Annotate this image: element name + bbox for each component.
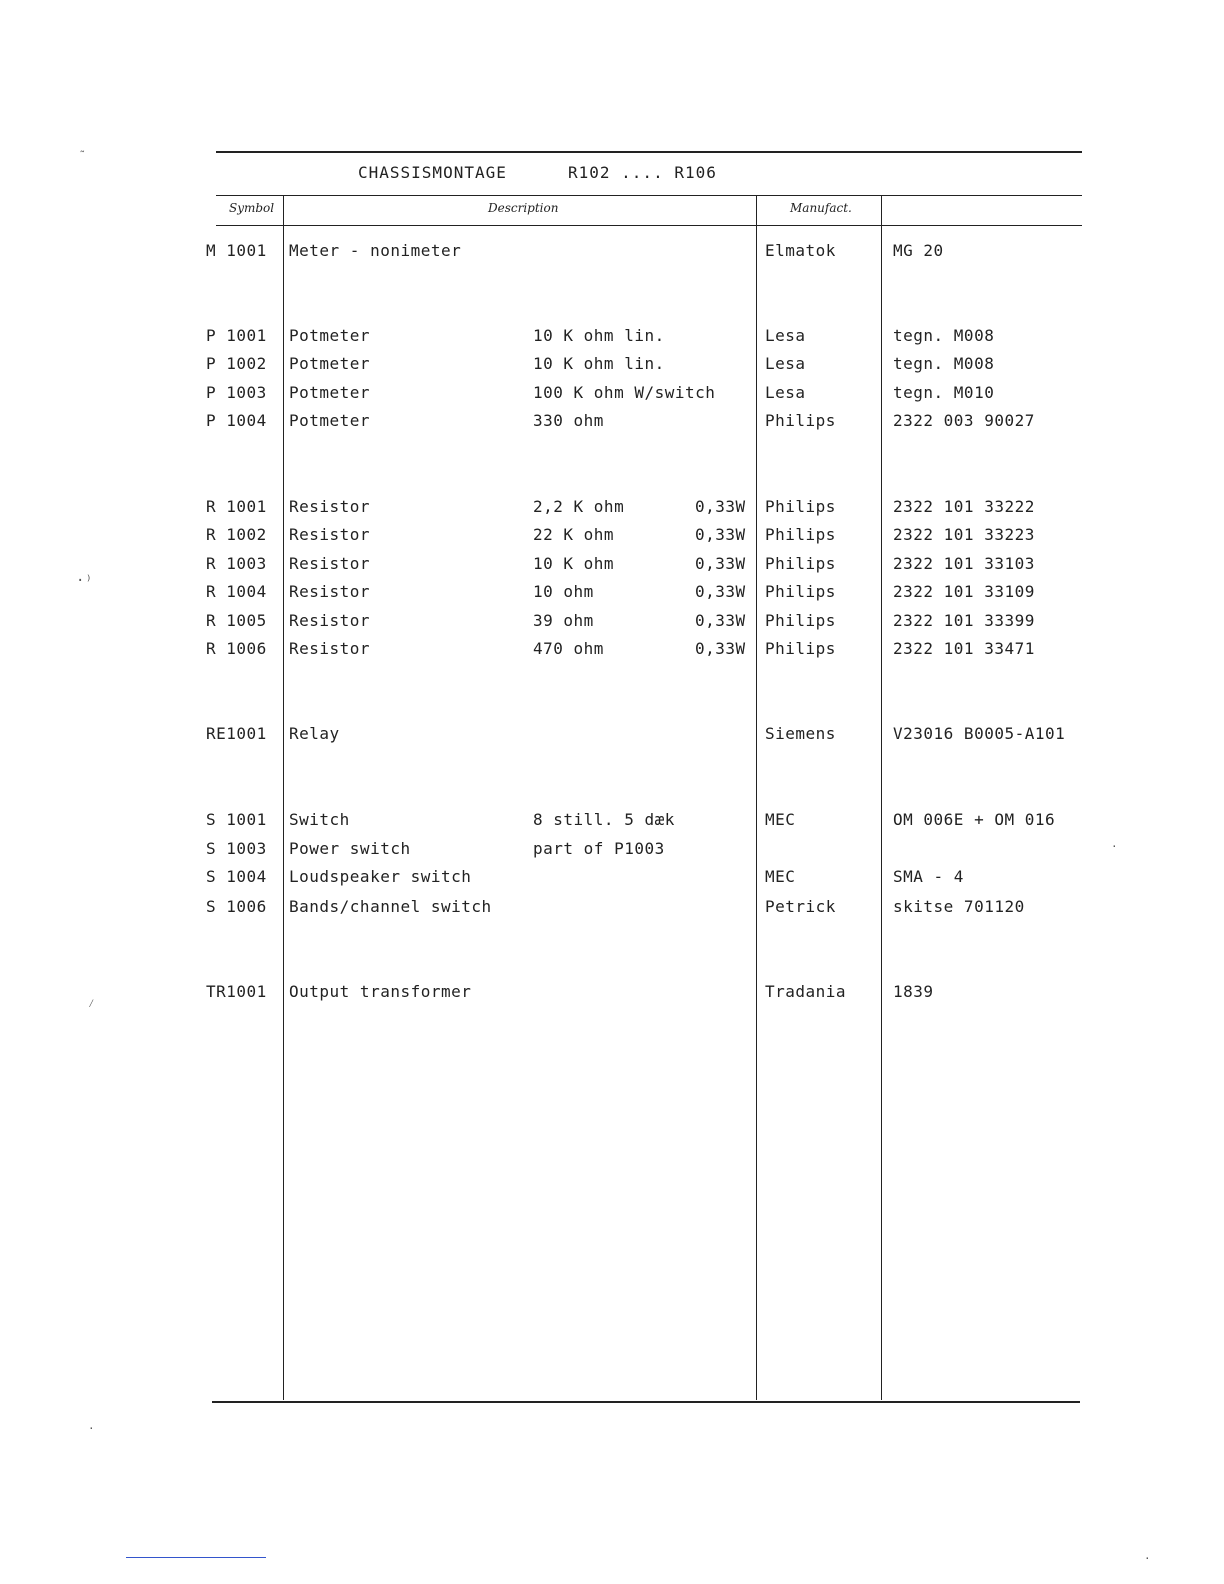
row-symbol: R 1002 (206, 525, 267, 544)
row-reference: 1839 (893, 982, 934, 1001)
header-description: Description (488, 201, 559, 215)
row-reference: tegn. M008 (893, 354, 995, 373)
row-value: 22 K ohm (533, 525, 615, 544)
row-manufacturer: Philips (765, 611, 836, 630)
table-row (0, 523, 1224, 547)
table-row (0, 552, 1224, 576)
row-manufacturer: MEC (765, 810, 796, 829)
scan-mark: ·⁾ (76, 573, 93, 589)
row-wattage: 0,33W (695, 611, 746, 630)
header-symbol: Symbol (229, 201, 275, 215)
row-description: Output transformer (289, 982, 472, 1001)
row-description: Resistor (289, 554, 371, 573)
row-symbol: P 1003 (206, 383, 267, 402)
row-description: Meter - nonimeter (289, 241, 462, 260)
table-row (0, 352, 1224, 376)
row-reference: tegn. M008 (893, 326, 995, 345)
row-manufacturer: Elmatok (765, 241, 836, 260)
row-value: 100 K ohm W/switch (533, 383, 716, 402)
row-wattage: 0,33W (695, 582, 746, 601)
row-value: part of P1003 (533, 839, 665, 858)
table-row (0, 980, 1224, 1004)
row-symbol: R 1005 (206, 611, 267, 630)
row-reference: 2322 101 33223 (893, 525, 1035, 544)
row-description: Resistor (289, 497, 371, 516)
row-value: 10 K ohm lin. (533, 354, 665, 373)
row-symbol: TR1001 (206, 982, 267, 1001)
row-value: 2,2 K ohm (533, 497, 625, 516)
row-reference: 2322 101 33399 (893, 611, 1035, 630)
scan-mark: · (1111, 840, 1118, 853)
row-symbol: R 1004 (206, 582, 267, 601)
table-row (0, 865, 1224, 889)
table-row (0, 895, 1224, 919)
table-row (0, 580, 1224, 604)
row-manufacturer: Tradania (765, 982, 847, 1001)
row-description: Bands/channel switch (289, 897, 492, 916)
row-value: 330 ohm (533, 411, 604, 430)
row-symbol: M 1001 (206, 241, 267, 260)
bottom-rule (212, 1401, 1080, 1403)
row-wattage: 0,33W (695, 554, 746, 573)
row-description: Resistor (289, 611, 371, 630)
row-description: Relay (289, 724, 340, 743)
row-manufacturer: Philips (765, 525, 836, 544)
row-description: Potmeter (289, 383, 371, 402)
row-reference: 2322 101 33103 (893, 554, 1035, 573)
row-description: Switch (289, 810, 350, 829)
row-symbol: R 1001 (206, 497, 267, 516)
row-description: Potmeter (289, 354, 371, 373)
row-symbol: S 1004 (206, 867, 267, 886)
row-value: 8 still. 5 dæk (533, 810, 675, 829)
underline-mark (126, 1557, 266, 1558)
row-manufacturer: Philips (765, 582, 836, 601)
row-symbol: R 1006 (206, 639, 267, 658)
scan-mark: · (88, 1422, 95, 1435)
row-description: Resistor (289, 525, 371, 544)
row-value: 470 ohm (533, 639, 604, 658)
row-symbol: S 1001 (206, 810, 267, 829)
row-description: Power switch (289, 839, 411, 858)
table-row (0, 324, 1224, 348)
row-wattage: 0,33W (695, 525, 746, 544)
row-symbol: R 1003 (206, 554, 267, 573)
table-row (0, 239, 1224, 263)
row-symbol: P 1001 (206, 326, 267, 345)
title-range: R102 .... R106 (568, 163, 717, 182)
row-manufacturer: Philips (765, 411, 836, 430)
row-value: 10 K ohm lin. (533, 326, 665, 345)
header-manufacturer: Manufact. (790, 201, 852, 215)
row-manufacturer: Philips (765, 639, 836, 658)
table-row (0, 808, 1224, 832)
row-value: 10 K ohm (533, 554, 615, 573)
row-description: Loudspeaker switch (289, 867, 472, 886)
row-wattage: 0,33W (695, 639, 746, 658)
row-description: Potmeter (289, 411, 371, 430)
table-row (0, 409, 1224, 433)
scan-mark: ⁄ (88, 997, 95, 1010)
row-reference: 2322 101 33471 (893, 639, 1035, 658)
row-manufacturer: Philips (765, 554, 836, 573)
row-manufacturer: MEC (765, 867, 796, 886)
row-value: 39 ohm (533, 611, 594, 630)
row-symbol: P 1004 (206, 411, 267, 430)
table-row (0, 722, 1224, 746)
row-reference: 2322 101 33109 (893, 582, 1035, 601)
row-manufacturer: Lesa (765, 354, 806, 373)
table-row (0, 837, 1224, 861)
table-row (0, 609, 1224, 633)
row-reference: 2322 003 90027 (893, 411, 1035, 430)
row-reference: V23016 B0005-A101 (893, 724, 1066, 743)
row-manufacturer: Petrick (765, 897, 836, 916)
table-row (0, 381, 1224, 405)
row-symbol: S 1003 (206, 839, 267, 858)
row-symbol: RE1001 (206, 724, 267, 743)
scan-mark: · (1144, 1552, 1151, 1565)
row-description: Resistor (289, 582, 371, 601)
row-symbol: P 1002 (206, 354, 267, 373)
table-row (0, 495, 1224, 519)
row-manufacturer: Lesa (765, 326, 806, 345)
row-reference: MG 20 (893, 241, 944, 260)
row-reference: 2322 101 33222 (893, 497, 1035, 516)
row-manufacturer: Lesa (765, 383, 806, 402)
row-value: 10 ohm (533, 582, 594, 601)
row-reference: OM 006E + OM 016 (893, 810, 1056, 829)
row-manufacturer: Siemens (765, 724, 836, 743)
row-reference: tegn. M010 (893, 383, 995, 402)
row-manufacturer: Philips (765, 497, 836, 516)
page-title: CHASSISMONTAGE (358, 163, 507, 182)
row-reference: skitse 701120 (893, 897, 1025, 916)
row-description: Potmeter (289, 326, 371, 345)
table-row (0, 637, 1224, 661)
row-reference: SMA - 4 (893, 867, 964, 886)
row-symbol: S 1006 (206, 897, 267, 916)
row-description: Resistor (289, 639, 371, 658)
row-wattage: 0,33W (695, 497, 746, 516)
scan-mark: ˜ (79, 149, 86, 162)
